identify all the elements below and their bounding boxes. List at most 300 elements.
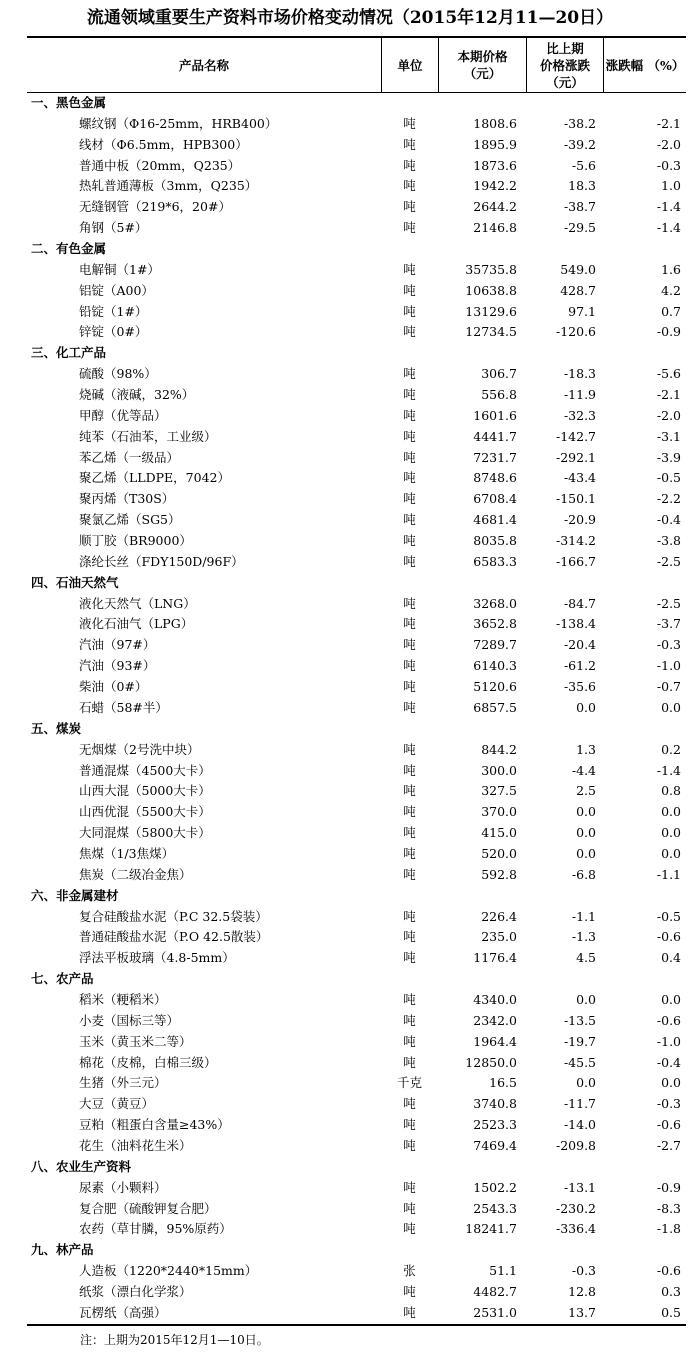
section-title: 二、有色金属	[31, 241, 107, 257]
product-name: 角钢（5#）	[79, 220, 148, 236]
change-percent: -0.6	[656, 929, 681, 945]
current-price: 1942.2	[473, 178, 517, 194]
section-title: 九、林产品	[31, 1242, 94, 1258]
unit: 吨	[403, 699, 416, 715]
current-price: 370.0	[481, 804, 517, 820]
current-price: 5120.6	[473, 679, 517, 695]
product-name: 聚乙烯（LLDPE，7042）	[79, 470, 230, 486]
unit: 吨	[403, 762, 416, 778]
table-row	[27, 489, 686, 510]
unit: 吨	[403, 428, 416, 444]
unit: 吨	[403, 1096, 416, 1112]
price-change: -20.4	[563, 637, 596, 653]
unit: 吨	[403, 783, 416, 799]
current-price: 327.5	[481, 783, 517, 799]
current-price: 226.4	[481, 908, 517, 924]
unit: 吨	[403, 1033, 416, 1049]
product-name: 浮法平板玻璃（4.8-5mm）	[79, 950, 235, 966]
change-percent: 0.0	[661, 991, 681, 1007]
section-title: 六、非金属建材	[31, 887, 119, 903]
price-change: -336.4	[555, 1221, 596, 1237]
product-name: 复合肥（硫酸钾复合肥）	[79, 1200, 217, 1216]
product-name: 豆粕（粗蛋白含量≥43%）	[79, 1117, 230, 1133]
price-change: -38.2	[563, 115, 596, 131]
price-change: 97.1	[568, 303, 596, 319]
table-body	[27, 93, 686, 1324]
product-name: 甲醇（优等品）	[79, 407, 167, 423]
product-name: 汽油（93#）	[79, 658, 156, 674]
table-row	[27, 1282, 686, 1303]
product-name: 焦煤（1/3焦煤）	[79, 845, 175, 861]
current-price: 35735.8	[465, 261, 517, 277]
current-price: 2644.2	[473, 199, 517, 215]
product-name: 花生（油料花生米）	[79, 1137, 192, 1153]
current-price: 6857.5	[473, 699, 517, 715]
current-price: 2531.0	[473, 1304, 517, 1320]
change-percent: -2.5	[656, 595, 681, 611]
price-change: 0.0	[576, 991, 596, 1007]
change-percent: -0.7	[656, 679, 681, 695]
product-name: 锌锭（0#）	[79, 324, 148, 340]
unit: 吨	[403, 616, 416, 632]
unit: 吨	[403, 261, 416, 277]
table-row	[27, 510, 686, 531]
section-row	[27, 573, 686, 594]
current-price: 592.8	[481, 866, 517, 882]
change-percent: 0.0	[661, 1075, 681, 1091]
change-percent: -0.3	[656, 1096, 681, 1112]
table-header	[27, 38, 686, 92]
unit: 吨	[403, 1283, 416, 1299]
section-row	[27, 886, 686, 907]
table-row	[27, 698, 686, 719]
product-name: 山西大混（5000大卡）	[79, 783, 211, 799]
table-row	[27, 1073, 686, 1094]
product-name: 普通混煤（4500大卡）	[79, 762, 211, 778]
price-change: -20.9	[563, 512, 596, 528]
table-row	[27, 448, 686, 469]
change-percent: -3.8	[656, 533, 681, 549]
price-change: -120.6	[555, 324, 596, 340]
change-percent: 0.0	[661, 804, 681, 820]
current-price: 4441.7	[473, 428, 517, 444]
change-percent: -0.6	[656, 1117, 681, 1133]
header-product-name	[27, 38, 381, 92]
product-name: 山西优混（5500大卡）	[79, 804, 211, 820]
table-row	[27, 1115, 686, 1136]
price-change: 1.3	[576, 741, 596, 757]
table-row	[27, 322, 686, 343]
table-row	[27, 677, 686, 698]
footnote: 注：上期为2015年12月1—10日。	[80, 1333, 269, 1347]
change-percent: -1.4	[656, 762, 681, 778]
table-row	[27, 907, 686, 928]
price-change: -138.4	[555, 616, 596, 632]
unit: 吨	[403, 282, 416, 298]
unit: 吨	[403, 908, 416, 924]
current-price: 1601.6	[473, 407, 517, 423]
change-percent: -8.3	[656, 1200, 681, 1216]
current-price: 1176.4	[473, 950, 517, 966]
unit: 吨	[403, 658, 416, 674]
change-percent: -0.5	[656, 908, 681, 924]
table-row	[27, 1178, 686, 1199]
header-change-percent-label: 涨跌幅 （%）	[605, 57, 685, 73]
unit: 吨	[403, 199, 416, 215]
price-change: 12.8	[568, 1283, 596, 1299]
unit: 吨	[403, 178, 416, 194]
header-current-price-line1: 本期价格	[457, 49, 508, 64]
current-price: 2146.8	[473, 220, 517, 236]
change-percent: -0.9	[656, 1179, 681, 1195]
change-percent: -1.4	[656, 220, 681, 236]
price-change: -5.6	[571, 157, 596, 173]
current-price: 4340.0	[473, 991, 517, 1007]
price-change: -13.5	[563, 1012, 596, 1028]
unit: 吨	[403, 1137, 416, 1153]
price-change: -6.8	[571, 866, 596, 882]
section-title: 五、煤炭	[31, 720, 82, 736]
product-name: 聚丙烯（T30S）	[79, 491, 175, 507]
change-percent: -3.7	[656, 616, 681, 632]
header-price-change	[526, 38, 603, 92]
change-percent: -2.5	[656, 553, 681, 569]
current-price: 235.0	[481, 929, 517, 945]
product-name: 无缝钢管（219*6，20#）	[79, 199, 231, 215]
price-change: -29.5	[563, 220, 596, 236]
header-product-name-label: 产品名称	[178, 57, 229, 73]
change-percent: 1.6	[661, 261, 681, 277]
unit: 吨	[403, 1179, 416, 1195]
table-row	[27, 531, 686, 552]
table-row	[27, 761, 686, 782]
unit: 吨	[403, 929, 416, 945]
section-title: 四、石油天然气	[31, 574, 119, 590]
unit: 吨	[403, 512, 416, 528]
section-row	[27, 719, 686, 740]
product-name: 铅锭（1#）	[79, 303, 148, 319]
current-price: 6583.3	[473, 553, 517, 569]
current-price: 13129.6	[465, 303, 517, 319]
header-current-price-line2: （元）	[463, 66, 502, 81]
current-price: 16.5	[489, 1075, 517, 1091]
current-price: 1895.9	[473, 136, 517, 152]
header-current-price	[438, 38, 526, 92]
table-row	[27, 594, 686, 615]
header-price-change-line3: （元）	[546, 74, 584, 90]
table-row	[27, 865, 686, 886]
change-percent: -1.0	[656, 1033, 681, 1049]
table-row	[27, 740, 686, 761]
price-change: 2.5	[576, 783, 596, 799]
table-row	[27, 364, 686, 385]
price-change: -45.5	[563, 1054, 596, 1070]
unit: 吨	[403, 1054, 416, 1070]
change-percent: -1.0	[656, 658, 681, 674]
price-change: -314.2	[555, 533, 596, 549]
product-name: 纸浆（漂白化学浆）	[79, 1283, 192, 1299]
table-row	[27, 948, 686, 969]
product-name: 焦炭（二级冶金焦）	[79, 866, 192, 882]
section-row	[27, 343, 686, 364]
unit: 吨	[403, 115, 416, 131]
unit: 吨	[403, 449, 416, 465]
table-row	[27, 1261, 686, 1282]
change-percent: 0.5	[661, 1304, 681, 1320]
product-name: 苯乙烯（一级品）	[79, 449, 180, 465]
product-name: 石蜡（58#半）	[79, 699, 168, 715]
price-change: 0.0	[576, 804, 596, 820]
unit: 吨	[403, 1012, 416, 1028]
price-change: 4.5	[576, 950, 596, 966]
change-percent: -0.3	[656, 157, 681, 173]
unit: 吨	[403, 1200, 416, 1216]
change-percent: -0.4	[656, 1054, 681, 1070]
change-percent: -0.6	[656, 1263, 681, 1279]
price-change: -11.9	[563, 387, 596, 403]
unit: 吨	[403, 324, 416, 340]
table-row	[27, 135, 686, 156]
unit: 吨	[403, 1221, 416, 1237]
unit: 吨	[403, 220, 416, 236]
unit: 吨	[403, 533, 416, 549]
price-change: -11.7	[563, 1096, 596, 1112]
current-price: 18241.7	[465, 1221, 517, 1237]
product-name: 小麦（国标三等）	[79, 1012, 180, 1028]
current-price: 1964.4	[473, 1033, 517, 1049]
current-price: 3740.8	[473, 1096, 517, 1112]
table-row	[27, 1303, 686, 1324]
product-name: 液化石油气（LPG）	[79, 616, 194, 632]
section-row	[27, 969, 686, 990]
product-name: 普通中板（20mm，Q235）	[79, 157, 241, 173]
table-row	[27, 552, 686, 573]
change-percent: -2.0	[656, 407, 681, 423]
price-change: -292.1	[555, 449, 596, 465]
change-percent: -2.7	[656, 1137, 681, 1153]
price-change: -14.0	[563, 1117, 596, 1133]
price-change: -150.1	[555, 491, 596, 507]
unit: 吨	[403, 991, 416, 1007]
unit: 吨	[403, 303, 416, 319]
product-name: 螺纹钢（Φ16-25mm，HRB400）	[79, 115, 278, 131]
header-price-change-line1: 比上期	[546, 40, 584, 56]
table-row	[27, 1011, 686, 1032]
current-price: 556.8	[481, 387, 517, 403]
price-change: 18.3	[568, 178, 596, 194]
table-row	[27, 635, 686, 656]
price-change: -166.7	[555, 553, 596, 569]
table-row	[27, 302, 686, 323]
header-unit-label: 单位	[397, 57, 423, 73]
current-price: 7289.7	[473, 637, 517, 653]
current-price: 12850.0	[465, 1054, 517, 1070]
product-name: 农药（草甘膦，95%原药）	[79, 1221, 232, 1237]
price-change: -142.7	[555, 428, 596, 444]
price-change: -19.7	[563, 1033, 596, 1049]
price-change: 0.0	[576, 1075, 596, 1091]
change-percent: -2.1	[656, 387, 681, 403]
current-price: 12734.5	[465, 324, 517, 340]
price-change: -1.1	[571, 908, 596, 924]
price-change: 0.0	[576, 845, 596, 861]
table-row	[27, 802, 686, 823]
table-row	[27, 1219, 686, 1240]
unit: 吨	[403, 366, 416, 382]
product-name: 硫酸（98%）	[79, 366, 157, 382]
current-price: 2543.3	[473, 1200, 517, 1216]
current-price: 8035.8	[473, 533, 517, 549]
unit: 吨	[403, 595, 416, 611]
change-percent: -0.6	[656, 1012, 681, 1028]
table-row	[27, 1094, 686, 1115]
change-percent: -2.1	[656, 115, 681, 131]
table-row	[27, 281, 686, 302]
unit: 吨	[403, 1304, 416, 1320]
product-name: 稻米（粳稻米）	[79, 991, 167, 1007]
change-percent: -0.5	[656, 470, 681, 486]
unit: 张	[403, 1263, 416, 1279]
table-row	[27, 844, 686, 865]
table-row	[27, 197, 686, 218]
price-change: -13.1	[563, 1179, 596, 1195]
price-change: -230.2	[555, 1200, 596, 1216]
current-price: 7231.7	[473, 449, 517, 465]
change-percent: 0.3	[661, 1283, 681, 1299]
change-percent: -3.1	[656, 428, 681, 444]
table-row	[27, 656, 686, 677]
table-row	[27, 385, 686, 406]
change-percent: -3.9	[656, 449, 681, 465]
change-percent: -5.6	[656, 366, 681, 382]
table-row	[27, 218, 686, 239]
table-row	[27, 156, 686, 177]
table-row	[27, 781, 686, 802]
product-name: 瓦楞纸（高强）	[79, 1304, 167, 1320]
page-title: 流通领域重要生产资料市场价格变动情况（2015年12月11—20日）	[86, 8, 614, 28]
current-price: 844.2	[481, 741, 517, 757]
change-percent: 4.2	[661, 282, 681, 298]
current-price: 8748.6	[473, 470, 517, 486]
product-name: 涤纶长丝（FDY150D/96F）	[79, 553, 244, 569]
table-bottom-rule	[27, 1324, 686, 1326]
product-name: 顺丁胶（BR9000）	[79, 533, 192, 549]
product-name: 汽油（97#）	[79, 637, 156, 653]
product-name: 热轧普通薄板（3mm，Q235）	[79, 178, 258, 194]
unit: 吨	[403, 866, 416, 882]
change-percent: 0.4	[661, 950, 681, 966]
price-change: 13.7	[568, 1304, 596, 1320]
product-name: 电解铜（1#）	[79, 261, 160, 277]
price-change: 549.0	[560, 261, 596, 277]
change-percent: 0.2	[661, 741, 681, 757]
product-name: 聚氯乙烯（SG5）	[79, 512, 181, 528]
product-name: 大同混煤（5800大卡）	[79, 825, 211, 841]
price-change: -84.7	[563, 595, 596, 611]
current-price: 4681.4	[473, 512, 517, 528]
current-price: 3268.0	[473, 595, 517, 611]
current-price: 520.0	[481, 845, 517, 861]
unit: 吨	[403, 637, 416, 653]
current-price: 300.0	[481, 762, 517, 778]
change-percent: 0.0	[661, 845, 681, 861]
unit: 吨	[403, 741, 416, 757]
price-change: -209.8	[555, 1137, 596, 1153]
header-unit	[381, 38, 438, 92]
current-price: 10638.8	[465, 282, 517, 298]
current-price: 2342.0	[473, 1012, 517, 1028]
product-name: 线材（Φ6.5mm，HPB300）	[79, 136, 248, 152]
unit: 吨	[403, 491, 416, 507]
change-percent: -0.3	[656, 637, 681, 653]
change-percent: 0.8	[661, 783, 681, 799]
header-price-change-line2: 价格涨跌	[539, 57, 590, 73]
price-change: -32.3	[563, 407, 596, 423]
table-row	[27, 823, 686, 844]
product-name: 复合硅酸盐水泥（P.C 32.5袋装）	[79, 908, 268, 924]
current-price: 2523.3	[473, 1117, 517, 1133]
unit: 吨	[403, 825, 416, 841]
product-name: 大豆（黄豆）	[79, 1096, 155, 1112]
section-row	[27, 1240, 686, 1261]
unit: 吨	[403, 157, 416, 173]
current-price: 306.7	[481, 366, 517, 382]
product-name: 人造板（1220*2440*15mm）	[79, 1263, 258, 1279]
unit: 千克	[396, 1075, 422, 1091]
change-percent: 0.0	[661, 699, 681, 715]
table-row	[27, 427, 686, 448]
section-row	[27, 1157, 686, 1178]
change-percent: -1.4	[656, 199, 681, 215]
price-change: 428.7	[560, 282, 596, 298]
change-percent: -0.9	[656, 324, 681, 340]
unit: 吨	[403, 1117, 416, 1133]
table-row	[27, 114, 686, 135]
unit: 吨	[403, 804, 416, 820]
section-row	[27, 93, 686, 114]
section-row	[27, 239, 686, 260]
change-percent: 1.0	[661, 178, 681, 194]
table-row	[27, 176, 686, 197]
current-price: 1808.6	[473, 115, 517, 131]
unit: 吨	[403, 470, 416, 486]
price-change: 0.0	[576, 825, 596, 841]
product-name: 玉米（黄玉米二等）	[79, 1033, 192, 1049]
price-change: -4.4	[571, 762, 596, 778]
product-name: 生猪（外三元）	[79, 1075, 167, 1091]
unit: 吨	[403, 407, 416, 423]
price-change: -0.3	[571, 1263, 596, 1279]
product-name: 棉花（皮棉，白棉三级）	[79, 1054, 217, 1070]
price-change: -61.2	[563, 658, 596, 674]
table-row	[27, 1053, 686, 1074]
price-change: -38.7	[563, 199, 596, 215]
price-change: -1.3	[571, 929, 596, 945]
table-row	[27, 990, 686, 1011]
product-name: 无烟煤（2号洗中块）	[79, 741, 200, 757]
table-row	[27, 927, 686, 948]
table-row	[27, 260, 686, 281]
table-row	[27, 1199, 686, 1220]
change-percent: 0.7	[661, 303, 681, 319]
unit: 吨	[403, 845, 416, 861]
product-name: 烧碱（液碱，32%）	[79, 387, 195, 403]
product-name: 液化天然气（LNG）	[79, 595, 196, 611]
product-name: 柴油（0#）	[79, 679, 148, 695]
price-change: -18.3	[563, 366, 596, 382]
current-price: 415.0	[481, 825, 517, 841]
header-change-percent	[603, 38, 686, 92]
